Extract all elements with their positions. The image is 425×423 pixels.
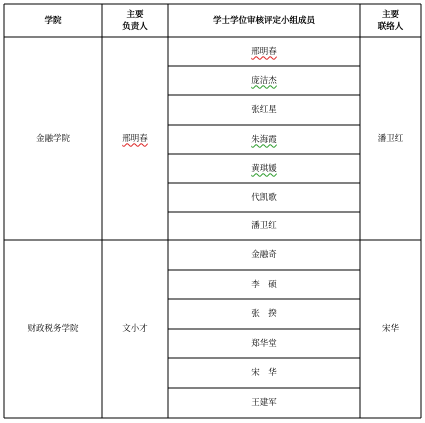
member-cell: 庞洁杰	[251, 75, 277, 86]
member-cell: 宋 华	[251, 368, 277, 378]
member-cell: 金融奇	[251, 250, 277, 260]
header-members: 学士学位审核评定小组成员	[212, 15, 315, 26]
member-cell: 黄琪媛	[251, 163, 277, 174]
college-cell: 金融学院	[35, 133, 70, 144]
header-leader: 主要 负责人	[122, 9, 148, 32]
member-cell: 潘卫红	[251, 221, 277, 231]
contact-cell: 宋华	[381, 324, 399, 334]
member-cell: 朱海霞	[251, 134, 277, 145]
header-college: 学院	[44, 15, 62, 26]
contact-cell: 潘卫红	[377, 133, 404, 144]
member-cell: 李 硕	[251, 279, 277, 290]
leader-cell: 文小才	[122, 324, 148, 334]
member-cell: 张红星	[251, 105, 277, 115]
member-cell: 代凯歌	[251, 192, 277, 203]
member-cell: 张 揆	[251, 309, 277, 319]
member-cell: 邢明春	[251, 46, 277, 57]
member-cell: 郑华堂	[251, 338, 277, 349]
member-cell: 王建军	[251, 398, 277, 408]
leader-cell: 邢明春	[122, 133, 148, 144]
college-cell: 财政税务学院	[27, 324, 79, 334]
header-contact: 主要 联络人	[377, 9, 404, 32]
